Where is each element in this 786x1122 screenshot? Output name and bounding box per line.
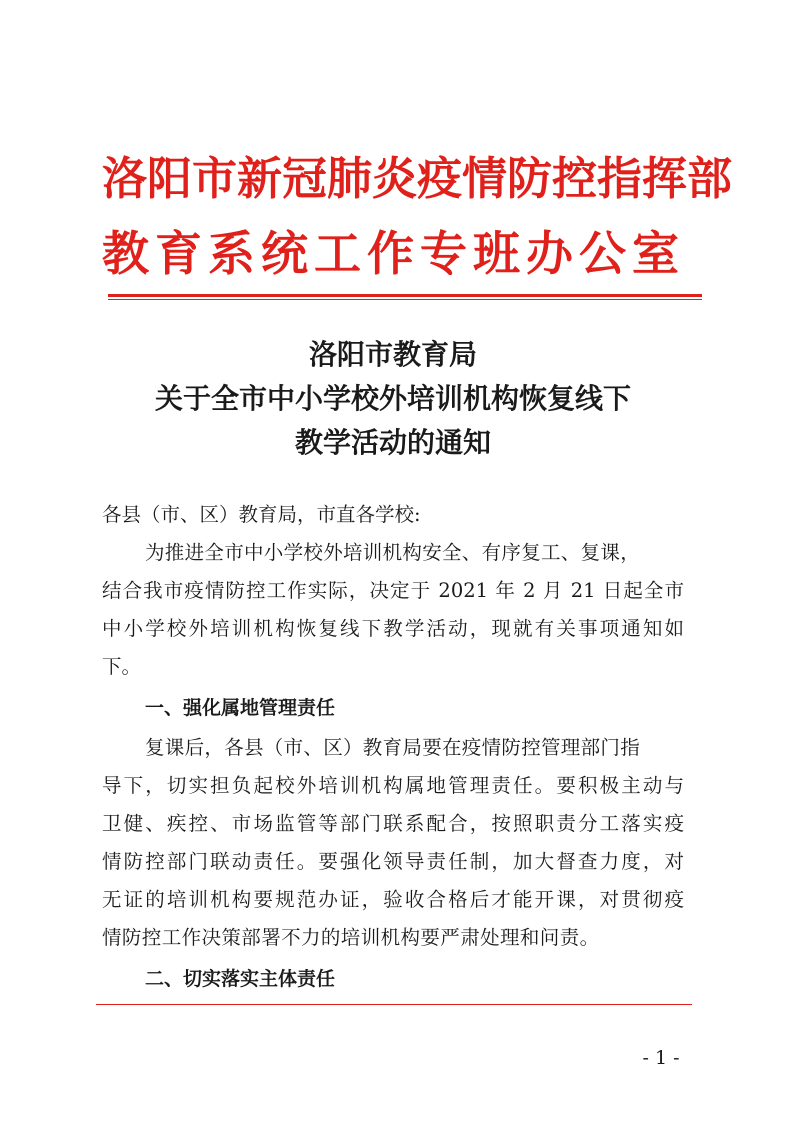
paragraph-line: 情防控部门联动责任。要强化领导责任制，加大督查力度，对 [102,850,684,873]
page-number: - 1 - [642,1047,680,1069]
intro-line: 中小学校外培训机构恢复线下教学活动，现就有关事项通知如 [102,617,684,640]
intro-line: 下。 [102,655,142,678]
section-heading-1: 一、强化属地管理责任 [145,697,336,719]
section-heading-2: 二、切实落实主体责任 [145,968,336,990]
paragraph-line: 卫健、疾控、市场监管等部门联系配合，按照职责分工落实疫 [102,812,684,835]
paragraph-line: 复课后，各县（市、区）教育局要在疫情防控管理部门指 [145,736,641,759]
paragraph-line: 导下，切实担负起校外培训机构属地管理责任。要积极主动与 [102,774,684,797]
issuer-header-line-2: 教育系统工作专班办公室 [102,227,685,282]
document-title-line-2: 关于全市中小学校外培训机构恢复线下 [154,382,631,415]
intro-line: 结合我市疫情防控工作实际，决定于 2021 年 2 月 21 日起全市 [102,579,684,602]
intro-line: 为推进全市中小学校外培训机构安全、有序复工、复课， [145,541,641,564]
paragraph-line: 无证的培训机构要规范办证，验收合格后才能开课，对贯彻疫 [102,888,684,911]
red-divider-thick [108,294,702,297]
paragraph-line: 情防控工作决策部署不力的培训机构要严肃处理和问责。 [102,926,600,949]
red-divider-thin [108,299,702,300]
document-title-line-1: 洛阳市教育局 [308,338,477,371]
footer-divider [96,1004,692,1005]
issuer-header-line-1: 洛阳市新冠肺炎疫情防控指挥部 [102,152,733,205]
salutation: 各县（市、区）教育局，市直各学校: [102,503,421,526]
document-title-line-3: 教学活动的通知 [294,426,491,459]
